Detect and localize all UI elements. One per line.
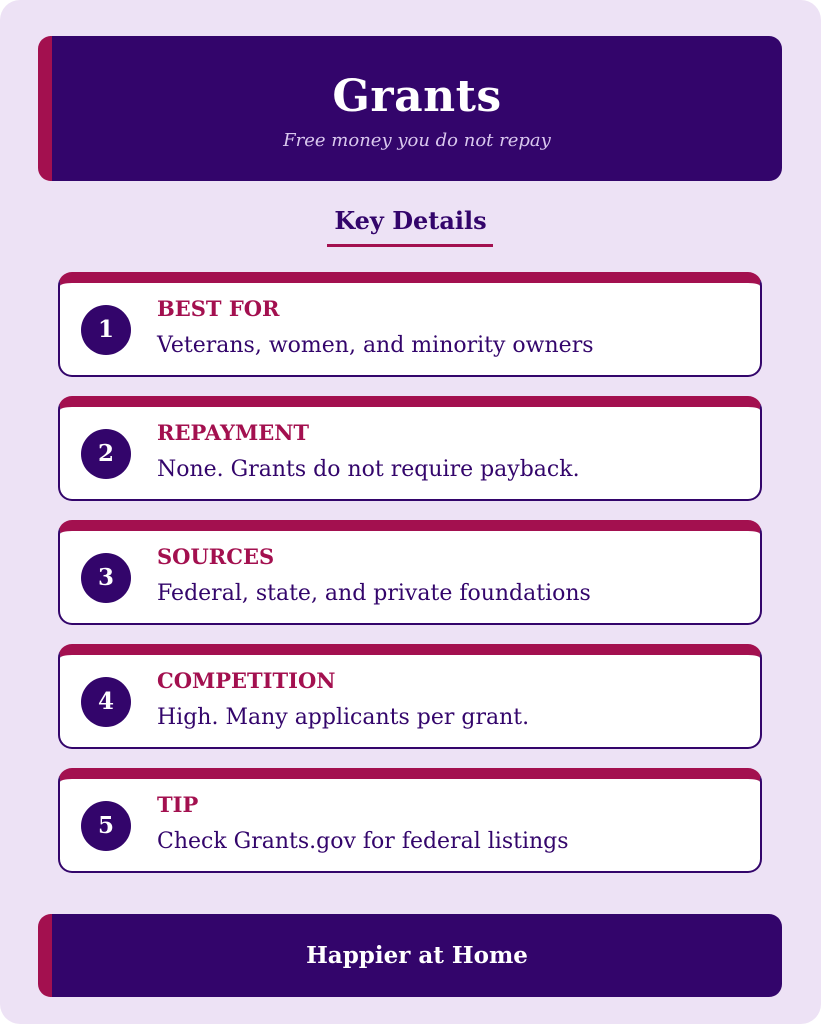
page-subtitle: Free money you do not repay (283, 130, 551, 151)
detail-text: Federal, state, and private foundations (157, 581, 591, 606)
header-banner (38, 36, 782, 181)
footer-brand-text: Happier at Home (306, 942, 528, 969)
detail-label: SOURCES (157, 544, 275, 569)
detail-text: Veterans, women, and minority owners (157, 333, 594, 358)
detail-text: None. Grants do not require payback. (157, 457, 580, 482)
detail-card-sources (58, 520, 762, 625)
number-badge: 1 (81, 305, 131, 355)
number-badge: 2 (81, 429, 131, 479)
detail-label: BEST FOR (157, 296, 280, 321)
detail-label: TIP (157, 792, 199, 817)
number-badge: 5 (81, 801, 131, 851)
section-heading: Key Details (334, 206, 487, 235)
footer-banner (38, 914, 782, 997)
detail-label: COMPETITION (157, 668, 336, 693)
page-title: Grants (332, 71, 502, 122)
section-underline (327, 244, 493, 247)
detail-card-competition (58, 644, 762, 749)
detail-card-best-for (58, 272, 762, 377)
detail-label: REPAYMENT (157, 420, 310, 445)
number-badge: 3 (81, 553, 131, 603)
detail-text: High. Many applicants per grant. (157, 705, 530, 730)
number-badge: 4 (81, 677, 131, 727)
detail-card-tip (58, 768, 762, 873)
detail-text: Check Grants.gov for federal listings (157, 829, 569, 854)
detail-card-repayment (58, 396, 762, 501)
